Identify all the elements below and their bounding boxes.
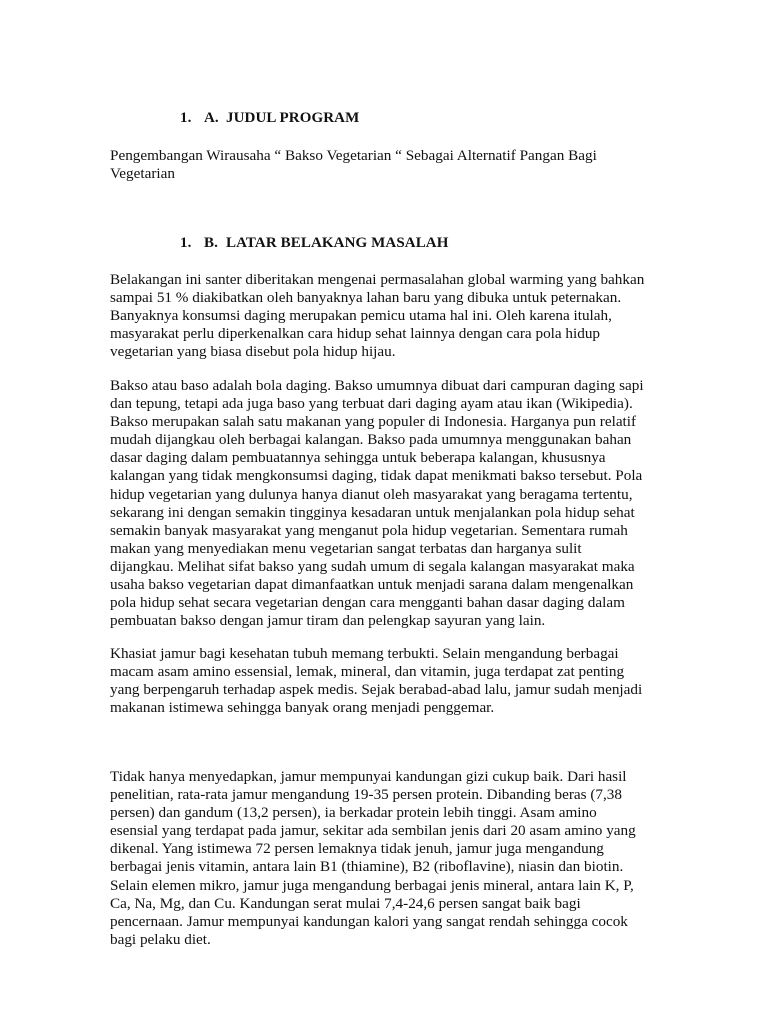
text-line: Vegetarian: [110, 165, 175, 183]
text-line: Banyaknya konsumsi daging merupakan pemicu utama hal ini. Oleh karena itulah,: [110, 307, 612, 325]
text-line: dasar daging dalam pembuatannya sehingga untuk beberapa kalangan, khususnya: [110, 449, 606, 467]
text-line: makanan istimewa sehingga banyak orang menjadi penggemar.: [110, 699, 495, 717]
text-line: yang berpengaruh terhadap aspek medis. Sejak berabad-abad lalu, jamur sudah menjadi: [110, 681, 643, 699]
section-heading-judul-program: [180, 109, 359, 127]
text-line: masyarakat perlu diperkenalkan cara hidup sehat lainnya dengan cara pola hidup: [110, 325, 601, 343]
text-line: usaha bakso vegetarian dapat dimanfaatkan untuk menjadi sarana dalam mengenalkan: [110, 576, 634, 594]
text-line: sampai 51 % diakibatkan oleh banyaknya lahan baru yang dibuka untuk peternakan.: [110, 289, 622, 307]
text-line: Tidak hanya menyedapkan, jamur mempunyai kandungan gizi cukup baik. Dari hasil: [110, 768, 627, 785]
text-line: dijangkau. Melihat sifat bakso yang sudah umum di segala kalangan masyarakat maka: [110, 557, 635, 575]
paragraph-global-warming: [110, 271, 666, 361]
section-heading-latar-belakang: [180, 234, 449, 252]
text-line: pola hidup sehat secara vegetarian dengan cara mengganti bahan dasar daging dalam: [110, 594, 625, 612]
section-title: LATAR BELAKANG MASALAH: [226, 235, 449, 251]
text-line: bagi pelaku diet.: [110, 930, 211, 948]
text-line: Belakangan ini santer diberitakan mengenai permasalahan global warming yang bahkan: [110, 271, 645, 288]
program-title-text: [110, 147, 666, 183]
text-line: Khasiat jamur bagi kesehatan tubuh memang terbukti. Selain mengandung berbagai: [110, 645, 619, 662]
text-line: dikenal. Yang istimewa 72 persen lemaknya tidak jenuh, jamur juga mengandung: [110, 840, 604, 858]
text-line: macam asam amino essensial, lemak, mineral, dan vitamin, juga terdapat zat penting: [110, 663, 625, 681]
section-number: 1.: [180, 110, 192, 126]
text-line: kalangan yang tidak mengkonsumsi daging, tidak dapat menikmati bakso tersebut. Pola: [110, 467, 643, 485]
section-letter: B.: [204, 235, 218, 251]
text-line: Ca, Na, Mg, dan Cu. Kandungan serat mulai 7,4-24,6 persen sangat baik bagi: [110, 894, 581, 912]
text-line: pencernaan. Jamur mempunyai kandungan kalori yang sangat rendah sehingga cocok: [110, 912, 628, 930]
text-line: berbagai jenis vitamin, antara lain B1 (thiamine), B2 (riboflavine), niasin dan biotin.: [110, 858, 624, 876]
text-line: dan tepung, tetapi ada juga baso yang terbuat dari daging ayam atau ikan (Wikipedia).: [110, 395, 633, 413]
paragraph-gizi-jamur: [110, 768, 666, 949]
paragraph-khasiat-jamur: [110, 645, 666, 717]
text-line: Selain elemen mikro, jamur juga mengandung berbagai jenis mineral, antara lain K, P,: [110, 876, 634, 894]
text-line: hidup vegetarian yang dulunya hanya dianut oleh masyarakat yang beragama tertentu,: [110, 485, 633, 503]
text-line: Bakso atau baso adalah bola daging. Bakso umumnya dibuat dari campuran daging sapi: [110, 377, 644, 394]
paragraph-bakso: [110, 377, 666, 630]
text-line: pembuatan bakso dengan jamur tiram dan pelengkap sayuran yang lain.: [110, 612, 546, 630]
section-title: JUDUL PROGRAM: [226, 110, 360, 126]
text-line: makan yang menyediakan menu vegetarian sangat terbatas dan harganya sulit: [110, 539, 582, 557]
text-line: mudah dijangkau oleh berbagai kalangan. Bakso pada umumnya menggunakan bahan: [110, 431, 632, 449]
text-line: vegetarian yang biasa disebut pola hidup hijau.: [110, 343, 396, 361]
section-letter: A.: [204, 110, 219, 126]
text-line: persen) dan gandum (13,2 persen), ia berkadar protein lebih tinggi. Asam amino: [110, 804, 597, 822]
text-line: Bakso merupakan salah satu makanan yang populer di Indonesia. Harganya pun relatif: [110, 413, 637, 431]
section-number: 1.: [180, 235, 192, 251]
text-line: semakin banyak masyarakat yang menganut pola hidup vegetarian. Sementara rumah: [110, 521, 628, 539]
text-line: penelitian, rata-rata jamur mengandung 19-35 persen protein. Dibanding beras (7,38: [110, 786, 622, 804]
text-line: Pengembangan Wirausaha “ Bakso Vegetarian “ Sebagai Alternatif Pangan Bagi: [110, 147, 597, 164]
text-line: sekarang ini dengan semakin tingginya kesadaran untuk menjalankan pola hidup sehat: [110, 503, 635, 521]
text-line: esensial yang terdapat pada jamur, sekitar ada sembilan jenis dari 20 asam amino yang: [110, 822, 636, 840]
